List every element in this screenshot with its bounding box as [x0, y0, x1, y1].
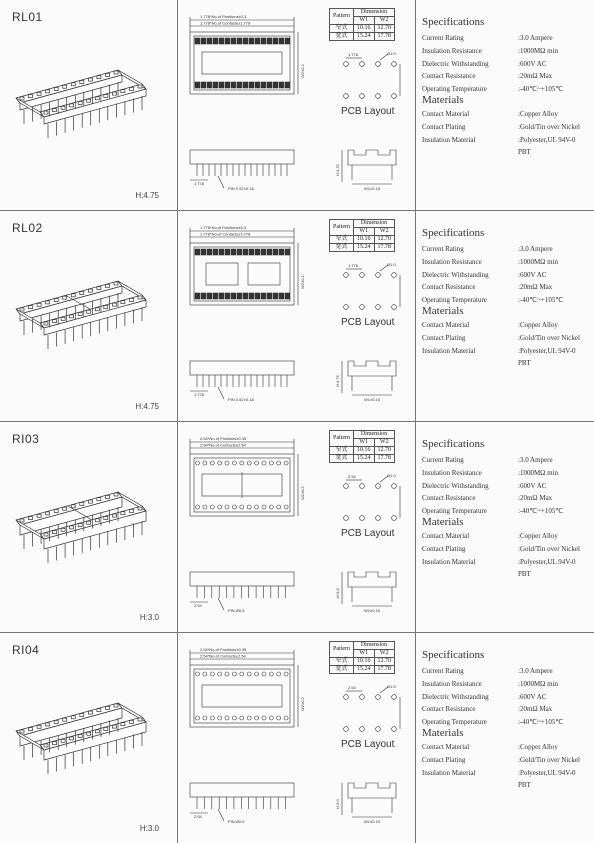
- spec-value: :600V AC: [518, 270, 547, 279]
- socket-isometric-drawing: [10, 462, 170, 582]
- w1-header: W1: [354, 17, 375, 25]
- pattern-name: 宽式: [330, 244, 354, 252]
- technical-drawing-panel: [178, 0, 416, 210]
- w2-value: 12.70: [374, 658, 395, 666]
- pcb-hole: [376, 516, 381, 521]
- pin-size-label: PIN Ø0.5: [228, 819, 245, 824]
- insulation-extra: PBT: [518, 781, 531, 789]
- socket-isometric-drawing: [10, 40, 170, 160]
- w1-value: 10.16: [354, 658, 375, 666]
- dimension-table: [329, 641, 395, 674]
- spec-value: :1000MΩ min: [518, 46, 559, 55]
- w1-value: 15.24: [354, 33, 375, 41]
- w1-header: W1: [354, 439, 375, 447]
- pattern-name: 窄式: [330, 658, 354, 666]
- product-illustration-panel: [0, 422, 178, 632]
- w1-value: 15.24: [354, 244, 375, 252]
- pcb-hole: [360, 695, 365, 700]
- pattern-name: 窄式: [330, 25, 354, 33]
- height-label: H:3.0: [139, 824, 159, 833]
- materials-title: Materials: [422, 305, 464, 317]
- pin-size-label: PIN 0.52×0.18: [228, 186, 254, 191]
- spec-value: :600V AC: [518, 692, 547, 701]
- material-value: :Copper Alloy: [518, 110, 558, 118]
- hole-diameter-label: Ø1.0: [387, 262, 396, 267]
- pcb-hole: [392, 727, 397, 732]
- pin-size-label: PIN 0.52×0.18: [228, 397, 254, 402]
- spec-value: :20mΩ Max: [518, 283, 553, 292]
- material-name: Insulation Material: [422, 135, 476, 144]
- pcb-hole: [344, 62, 349, 67]
- pcb-hole: [376, 484, 381, 489]
- spec-value: :3.0 Ampere: [518, 34, 553, 42]
- w1-dimension-label: W1±0.15: [364, 608, 380, 613]
- material-name: Contact Material: [422, 321, 470, 329]
- pcb-hole: [344, 727, 349, 732]
- pcb-hole: [376, 305, 381, 310]
- dimension-row: [330, 447, 395, 455]
- model-number: RI03: [12, 432, 40, 446]
- spec-name: Contact Resistance: [422, 494, 476, 503]
- spec-name: Current Rating: [422, 667, 464, 675]
- material-name: Contact Plating: [422, 544, 466, 553]
- insulation-extra: PBT: [518, 570, 531, 578]
- w1-value: 10.16: [354, 236, 375, 244]
- model-number: RL01: [12, 10, 43, 24]
- w2-header: W2: [374, 439, 395, 447]
- material-name: Contact Plating: [422, 755, 466, 764]
- spec-name: Operating Temperature: [422, 507, 487, 516]
- positions-dimension-label: 1.778*No.of Positions±0.3: [200, 225, 247, 230]
- pcb-hole: [392, 484, 397, 489]
- pcb-hole: [360, 727, 365, 732]
- spec-value: :3.0 Ampere: [518, 245, 553, 253]
- pitch-label: 1.778: [194, 181, 205, 186]
- pattern-name: 宽式: [330, 33, 354, 41]
- pcb-hole: [392, 62, 397, 67]
- w2-dimension-label: W2±0.2: [300, 486, 305, 500]
- specifications-title: Specifications: [422, 649, 485, 661]
- insulation-extra: PBT: [518, 359, 531, 367]
- w1-header: W1: [354, 228, 375, 236]
- spec-value: :-40℃~+105℃: [518, 85, 564, 94]
- height-dimension-label: H:4.75: [335, 164, 340, 176]
- pattern-name: 宽式: [330, 455, 354, 463]
- pcb-layout-label: PCB Layout: [341, 106, 395, 117]
- pcb-hole: [360, 273, 365, 278]
- material-value: :Gold/Tin over Nickel: [518, 333, 580, 342]
- product-illustration-panel: [0, 633, 178, 843]
- dimension-row: [330, 244, 395, 252]
- spec-name: Dielectric Withstanding: [422, 481, 489, 490]
- w2-value: 12.70: [374, 447, 395, 455]
- contacts-dimension-label: 1.778*No.of Contacts±1.778: [200, 20, 251, 26]
- material-name: Contact Material: [422, 532, 470, 540]
- hole-diameter-label: Ø1.0: [387, 51, 396, 56]
- product-illustration-panel: [0, 0, 178, 210]
- spec-name: Current Rating: [422, 456, 464, 464]
- height-label: H:3.0: [139, 613, 159, 622]
- product-row: [0, 0, 594, 210]
- w1-dimension-label: W1±0.15: [364, 819, 380, 824]
- w1-value: 15.24: [354, 666, 375, 674]
- spec-value: :-40℃~+105℃: [518, 718, 564, 727]
- spec-value: :20mΩ Max: [518, 72, 553, 81]
- w2-value: 17.78: [374, 455, 395, 463]
- pcb-hole: [376, 695, 381, 700]
- spec-name: Insulation Resistance: [422, 468, 482, 477]
- spec-value: :-40℃~+105℃: [518, 296, 564, 305]
- contacts-dimension-label: 1.778*No.of Contacts±1.778: [200, 231, 251, 237]
- spec-value: :600V AC: [518, 481, 547, 490]
- w2-header: W2: [374, 17, 395, 25]
- specifications-title: Specifications: [422, 16, 485, 28]
- product-row: [0, 211, 594, 421]
- socket-isometric-drawing: [10, 673, 170, 793]
- dimension-header: Dimension: [354, 220, 395, 228]
- material-value: :Gold/Tin over Nickel: [518, 755, 580, 764]
- spec-name: Contact Resistance: [422, 72, 476, 81]
- spec-value: :600V AC: [518, 59, 547, 68]
- pitch-label: 2.54: [194, 603, 202, 608]
- height-label: H:4.75: [135, 191, 159, 200]
- w2-dimension-label: W2±0.2: [300, 697, 305, 711]
- pattern-header: Pattern: [330, 220, 354, 236]
- spec-value: :1000MΩ min: [518, 257, 559, 266]
- spec-name: Operating Temperature: [422, 85, 487, 94]
- pcb-layout-label: PCB Layout: [341, 528, 395, 539]
- material-value: :Gold/Tin over Nickel: [518, 544, 580, 553]
- w2-value: 12.70: [374, 236, 395, 244]
- dimension-table: [329, 219, 395, 252]
- specifications-panel: [416, 0, 594, 210]
- pcb-hole: [392, 273, 397, 278]
- dimension-row: [330, 33, 395, 41]
- material-name: Contact Plating: [422, 122, 466, 131]
- spec-name: Contact Resistance: [422, 705, 476, 714]
- dimension-row: [330, 658, 395, 666]
- pcb-hole: [344, 273, 349, 278]
- materials-title: Materials: [422, 516, 464, 528]
- technical-drawing-panel: [178, 633, 416, 843]
- height-dimension-label: H:3.0: [335, 588, 340, 598]
- pcb-hole: [392, 695, 397, 700]
- spec-name: Insulation Resistance: [422, 257, 482, 266]
- material-name: Insulation Material: [422, 557, 476, 566]
- dimension-row: [330, 236, 395, 244]
- w1-value: 15.24: [354, 455, 375, 463]
- contacts-dimension-label: 2.54*No.of Contacts±2.54: [200, 442, 246, 448]
- material-value: :Polyester,UL 94V-0: [518, 135, 576, 144]
- material-value: :Polyester,UL 94V-0: [518, 346, 576, 355]
- positions-dimension-label: 2.54*No.of Positions±0.35: [200, 647, 247, 652]
- height-dimension-label: H:3.0: [335, 799, 340, 809]
- dimension-header: Dimension: [354, 431, 395, 439]
- pin-size-label: PIN Ø0.5: [228, 608, 245, 613]
- pcb-pitch-label: 1.778: [348, 263, 359, 268]
- spec-value: :-40℃~+105℃: [518, 507, 564, 516]
- pitch-label: 1.778: [194, 392, 205, 397]
- hole-diameter-label: Ø1.0: [387, 684, 396, 689]
- w2-header: W2: [374, 650, 395, 658]
- specifications-panel: [416, 633, 594, 843]
- spec-name: Operating Temperature: [422, 718, 487, 727]
- w1-value: 10.16: [354, 25, 375, 33]
- pitch-label: 2.54: [194, 814, 202, 819]
- spec-name: Operating Temperature: [422, 296, 487, 305]
- pcb-hole: [360, 62, 365, 67]
- spec-value: :1000MΩ min: [518, 468, 559, 477]
- w1-dimension-label: W1±0.15: [364, 186, 380, 191]
- w1-dimension-label: W1±0.15: [364, 397, 380, 402]
- w1-value: 10.16: [354, 447, 375, 455]
- dimension-row: [330, 25, 395, 33]
- specifications-title: Specifications: [422, 438, 485, 450]
- material-value: :Gold/Tin over Nickel: [518, 122, 580, 131]
- pcb-hole: [344, 94, 349, 99]
- pcb-hole: [360, 516, 365, 521]
- pcb-hole: [360, 305, 365, 310]
- w2-value: 17.78: [374, 33, 395, 41]
- w1-header: W1: [354, 650, 375, 658]
- positions-dimension-label: 2.54*No.of Positions±0.35: [200, 436, 247, 441]
- spec-name: Dielectric Withstanding: [422, 270, 489, 279]
- material-value: :Copper Alloy: [518, 532, 558, 540]
- material-name: Insulation Material: [422, 768, 476, 777]
- model-number: RL02: [12, 221, 43, 235]
- w2-value: 12.70: [374, 25, 395, 33]
- pcb-hole: [376, 62, 381, 67]
- material-value: :Copper Alloy: [518, 743, 558, 751]
- technical-drawing-panel: [178, 211, 416, 421]
- specifications-panel: [416, 211, 594, 421]
- w2-header: W2: [374, 228, 395, 236]
- pattern-name: 窄式: [330, 236, 354, 244]
- pcb-hole: [344, 695, 349, 700]
- positions-dimension-label: 1.778*No.of Positions±0.3: [200, 14, 247, 19]
- pcb-hole: [376, 273, 381, 278]
- spec-name: Dielectric Withstanding: [422, 59, 489, 68]
- dimension-table: [329, 430, 395, 463]
- dimension-row: [330, 455, 395, 463]
- material-value: :Polyester,UL 94V-0: [518, 557, 576, 566]
- pattern-header: Pattern: [330, 431, 354, 447]
- pattern-header: Pattern: [330, 642, 354, 658]
- technical-drawing-panel: [178, 422, 416, 632]
- pcb-hole: [344, 484, 349, 489]
- w2-dimension-label: W2±0.2: [300, 275, 305, 289]
- pcb-hole: [360, 94, 365, 99]
- specifications-title: Specifications: [422, 227, 485, 239]
- spec-value: :20mΩ Max: [518, 494, 553, 503]
- insulation-extra: PBT: [518, 148, 531, 156]
- model-number: RI04: [12, 643, 40, 657]
- w2-value: 17.78: [374, 666, 395, 674]
- pcb-layout-label: PCB Layout: [341, 739, 395, 750]
- spec-name: Current Rating: [422, 34, 464, 42]
- hole-diameter-label: Ø1.0: [387, 473, 396, 478]
- product-illustration-panel: [0, 211, 178, 421]
- dimension-header: Dimension: [354, 642, 395, 650]
- material-value: :Polyester,UL 94V-0: [518, 768, 576, 777]
- spec-value: :3.0 Ampere: [518, 456, 553, 464]
- material-name: Contact Plating: [422, 333, 466, 342]
- pcb-hole: [376, 94, 381, 99]
- pcb-pitch-label: 2.54: [348, 685, 356, 690]
- w2-value: 17.78: [374, 244, 395, 252]
- spec-value: :20mΩ Max: [518, 705, 553, 714]
- pattern-header: Pattern: [330, 9, 354, 25]
- pcb-hole: [344, 516, 349, 521]
- spec-name: Contact Resistance: [422, 283, 476, 292]
- pcb-pitch-label: 2.54: [348, 474, 356, 479]
- materials-title: Materials: [422, 94, 464, 106]
- pattern-name: 窄式: [330, 447, 354, 455]
- pcb-hole: [344, 305, 349, 310]
- height-label: H:4.75: [135, 402, 159, 411]
- spec-name: Insulation Resistance: [422, 679, 482, 688]
- pcb-hole: [392, 94, 397, 99]
- pattern-name: 宽式: [330, 666, 354, 674]
- spec-name: Insulation Resistance: [422, 46, 482, 55]
- product-row: [0, 633, 594, 843]
- socket-isometric-drawing: [10, 251, 170, 371]
- material-name: Contact Material: [422, 110, 470, 118]
- spec-value: :1000MΩ min: [518, 679, 559, 688]
- pcb-pitch-label: 1.778: [348, 52, 359, 57]
- material-name: Insulation Material: [422, 346, 476, 355]
- contacts-dimension-label: 2.54*No.of Contacts±2.54: [200, 653, 246, 659]
- pcb-hole: [392, 305, 397, 310]
- spec-value: :3.0 Ampere: [518, 667, 553, 675]
- dimension-header: Dimension: [354, 9, 395, 17]
- height-dimension-label: H:4.75: [335, 375, 340, 387]
- product-row: [0, 422, 594, 632]
- dimension-row: [330, 666, 395, 674]
- spec-name: Dielectric Withstanding: [422, 692, 489, 701]
- pcb-hole: [376, 727, 381, 732]
- pcb-hole: [360, 484, 365, 489]
- pcb-layout-label: PCB Layout: [341, 317, 395, 328]
- w2-dimension-label: W2±0.2: [300, 64, 305, 78]
- pcb-hole: [392, 516, 397, 521]
- dimension-table: [329, 8, 395, 41]
- material-name: Contact Material: [422, 743, 470, 751]
- material-value: :Copper Alloy: [518, 321, 558, 329]
- spec-name: Current Rating: [422, 245, 464, 253]
- materials-title: Materials: [422, 727, 464, 739]
- specifications-panel: [416, 422, 594, 632]
